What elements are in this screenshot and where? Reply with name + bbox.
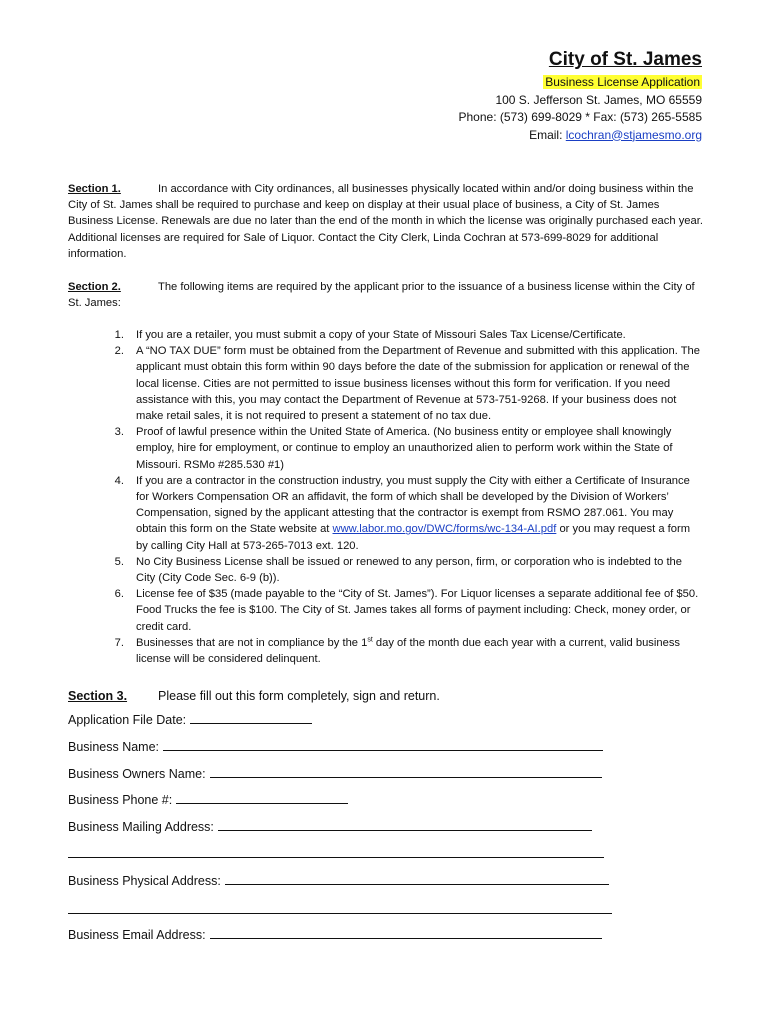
letterhead: [459, 48, 703, 144]
mailing-address-line-2[interactable]: [68, 857, 604, 858]
list-item: 7. Businesses that are not in compliance by the 1st day of the month due each year with a current, valid business license will be considered delinquent.: [114, 636, 681, 666]
section-2-label: Section 2.: [68, 281, 121, 293]
list-item: 6. License fee of $35 (made payable to the “City of St. James”). For Liquor licenses a separate additional fee of $50. Food Trucks the fee is $100. The City of St. James takes all forms of payment including: Check, money order, or credit card.: [114, 588, 699, 633]
owners-name-input[interactable]: [210, 765, 602, 778]
list-item: 4. If you are a contractor in the construction industry, you must supply the City with either a Certificate of Insurance for Workers Compensation OR an affidavit, the form of which shall be developed by the Division of Workers’ Compensation, signed by the applicant attesting that the contractor is exempt from RSMO 287.061. You may obtain this form on the State website at www.labor.mo.gov/DWC/forms/wc-134-AI.pdf or you may request a form by calling City Hall at 573-265-7013 ext. 120.: [114, 474, 691, 552]
list-item: 1. If you are a retailer, you must submit a copy of your State of Missouri Sales Tax License/Certificate.: [114, 329, 626, 341]
section-1-label: Section 1.: [68, 183, 121, 195]
physical-address-line-2[interactable]: [68, 913, 612, 914]
section-2-text: The following items are required by the applicant prior to the issuance of a business license within the City of St. James:: [68, 281, 695, 310]
business-name-input[interactable]: [163, 738, 603, 751]
city-title: City of St. James: [548, 49, 702, 70]
phone-input[interactable]: [176, 791, 348, 804]
owners-name-field: Business Owners Name:: [68, 765, 602, 783]
business-name-field: Business Name:: [68, 738, 603, 756]
city-address: 100 S. Jefferson St. James, MO 65559: [495, 92, 702, 107]
file-date-field: Application File Date:: [68, 711, 312, 729]
section-2: [68, 279, 704, 311]
list-item: 3. Proof of lawful presence within the United State of America. (No business entity or employee shall knowingly employ, hire for employment, or continue to employ an unauthorized alien to perform work within the State of Missouri. RSMo #285.530 #1): [114, 426, 673, 471]
dwc-form-link[interactable]: www.labor.mo.gov/DWC/forms/wc-134-AI.pdf: [332, 523, 557, 536]
file-date-input[interactable]: [190, 711, 312, 724]
list-item: 5. No City Business License shall be issued or renewed to any person, firm, or corporation who is indebted to the City (City Code Sec. 6-9 (b)).: [114, 555, 682, 585]
email-link[interactable]: lcochran@stjamesmo.org: [565, 127, 702, 142]
email-address-field: Business Email Address:: [68, 926, 602, 944]
requirements-list: [110, 327, 704, 667]
section-1: [68, 181, 704, 262]
section-3: [68, 687, 440, 705]
email-line: Email: lcochran@stjamesmo.org: [529, 127, 702, 142]
section-3-label: Section 3.: [68, 689, 128, 703]
phone-field: Business Phone #:: [68, 791, 348, 809]
physical-address-field: Business Physical Address:: [68, 872, 609, 890]
list-item: 2. A “NO TAX DUE” form must be obtained from the Department of Revenue and submitted with this application. The applicant must obtain this form within 90 days before the date of the submission for application or renewal of the local license. Cities are not permitted to issue business licenses without this form for verification. If you need assistance with this, you may contact the Department of Revenue at 573-751-9268. If your business does not make retail sales, it is not required to present a statement of no tax due.: [114, 345, 700, 423]
phone-fax: Phone: (573) 699-8029 * Fax: (573) 265-5585: [458, 110, 702, 124]
section-1-text: In accordance with City ordinances, all businesses physically located within and/or doing business within the City of St. James shall be required to purchase and keep on display at their usual place of business, a City of St. James Business License. Renewals are due no later than the end of the month in which the license was originally purchased each year. Additional licenses are required for Sale of Liquor. Contact the City Clerk, Linda Cochran at 573-699-8029 for additional information.: [68, 183, 703, 260]
form-subtitle: Business License Application: [545, 75, 700, 89]
section-3-text: Please fill out this form completely, sign and return.: [158, 689, 440, 703]
mailing-address-input[interactable]: [218, 818, 592, 831]
mailing-address-field: Business Mailing Address:: [68, 818, 592, 836]
physical-address-input[interactable]: [225, 872, 609, 885]
email-address-input[interactable]: [210, 926, 602, 939]
